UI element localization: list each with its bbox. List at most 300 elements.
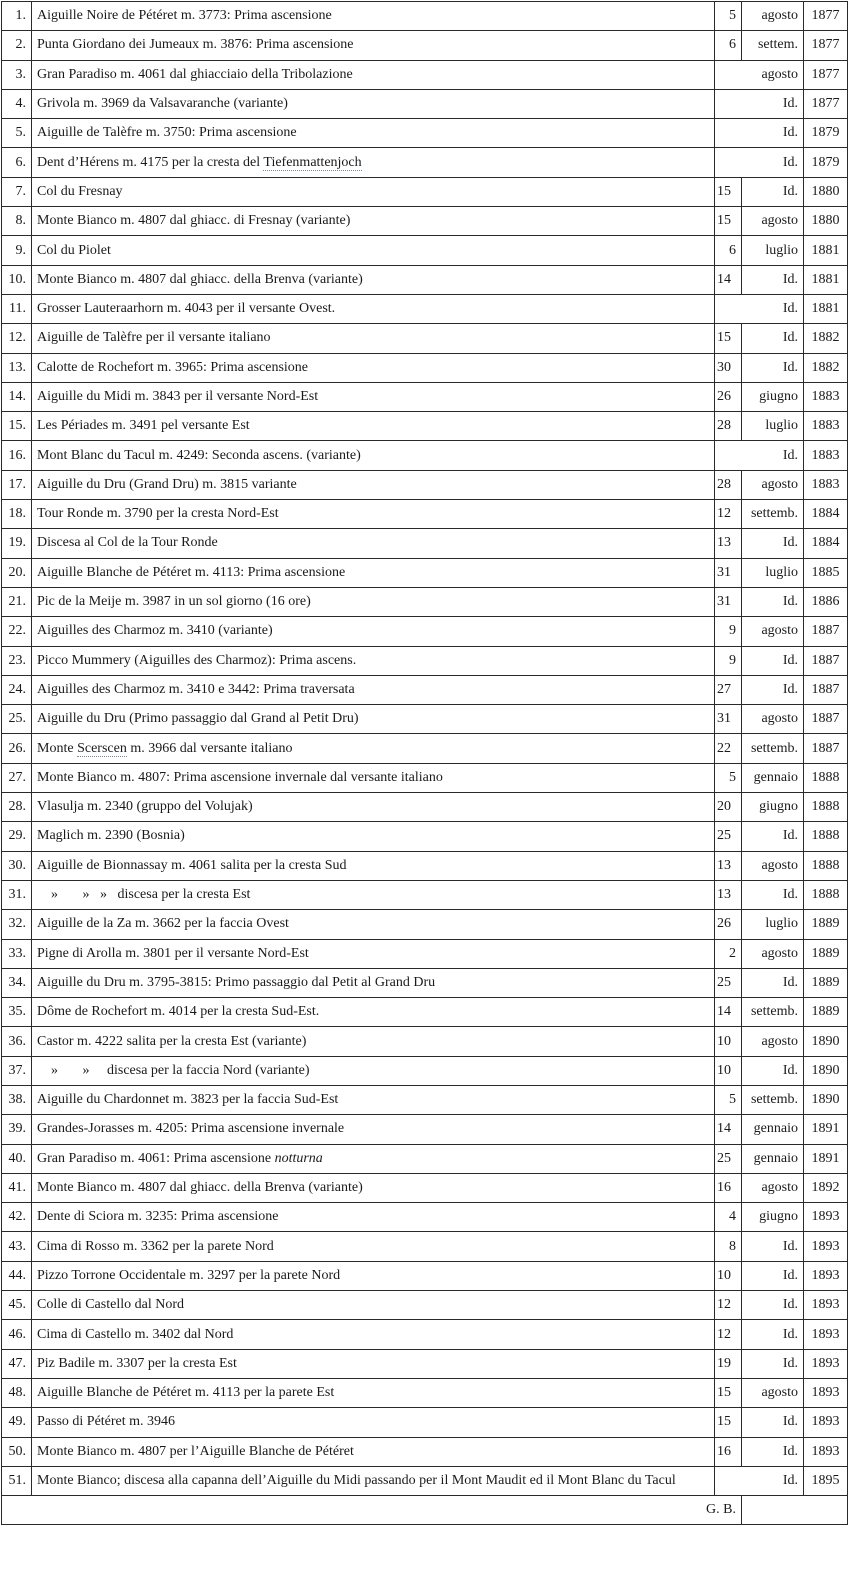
- table-row: [2, 500, 848, 529]
- month: agosto: [742, 207, 804, 236]
- table-row: [2, 177, 848, 206]
- month: agosto: [715, 60, 804, 89]
- day: 12: [715, 1291, 742, 1320]
- day: 28: [715, 412, 742, 441]
- ascent-description: Colle di Castello dal Nord: [32, 1291, 715, 1320]
- ascent-description: Castor m. 4222 salita per la cresta Est (variante): [32, 1027, 715, 1056]
- day: 14: [715, 1115, 742, 1144]
- day: 25: [715, 1144, 742, 1173]
- month: luglio: [742, 412, 804, 441]
- ascent-description: Calotte de Rochefort m. 3965: Prima ascensione: [32, 353, 715, 382]
- year: 1883: [804, 382, 848, 411]
- ascent-description: Piz Badile m. 3307 per la cresta Est: [32, 1349, 715, 1378]
- year: 1893: [804, 1320, 848, 1349]
- year: 1889: [804, 968, 848, 997]
- ascent-description: [32, 734, 715, 763]
- month: agosto: [742, 2, 804, 31]
- row-number: 45.: [2, 1291, 32, 1320]
- day: 31: [715, 587, 742, 616]
- day: 5: [715, 763, 742, 792]
- row-number: 3.: [2, 60, 32, 89]
- row-number: 13.: [2, 353, 32, 382]
- year: 1877: [804, 2, 848, 31]
- day: 13: [715, 880, 742, 909]
- glossary-link[interactable]: Tiefenmattenjoch: [263, 154, 362, 170]
- ascent-description: Cima di Castello m. 3402 dal Nord: [32, 1320, 715, 1349]
- day: 6: [715, 31, 742, 60]
- table-row: [2, 763, 848, 792]
- day: 20: [715, 793, 742, 822]
- ascent-description: Monte Bianco; discesa alla capanna dell’Aiguille du Midi passando per il Mont Maudit ed il Mont Blanc du Tacul: [32, 1466, 715, 1495]
- row-number: 21.: [2, 587, 32, 616]
- row-number: 17.: [2, 470, 32, 499]
- row-number: 12.: [2, 324, 32, 353]
- year: 1888: [804, 880, 848, 909]
- row-number: 15.: [2, 412, 32, 441]
- year: 1887: [804, 617, 848, 646]
- table-row: [2, 353, 848, 382]
- month: Id.: [742, 646, 804, 675]
- row-number: 26.: [2, 734, 32, 763]
- year: 1890: [804, 1027, 848, 1056]
- day: 12: [715, 500, 742, 529]
- row-number: 22.: [2, 617, 32, 646]
- table-row: [2, 617, 848, 646]
- ascent-description: Aiguille du Dru (Grand Dru) m. 3815 variante: [32, 470, 715, 499]
- month: agosto: [742, 705, 804, 734]
- month: luglio: [742, 558, 804, 587]
- year: 1883: [804, 470, 848, 499]
- day: 22: [715, 734, 742, 763]
- year: 1880: [804, 207, 848, 236]
- row-number: 2.: [2, 31, 32, 60]
- year: 1877: [804, 31, 848, 60]
- month: Id.: [742, 1056, 804, 1085]
- year: 1893: [804, 1378, 848, 1407]
- row-number: 50.: [2, 1437, 32, 1466]
- table-row: [2, 558, 848, 587]
- row-number: 40.: [2, 1144, 32, 1173]
- table-row: [2, 1203, 848, 1232]
- ascent-description: Pigne di Arolla m. 3801 per il versante Nord-Est: [32, 939, 715, 968]
- table-row: [2, 1115, 848, 1144]
- day: 16: [715, 1173, 742, 1202]
- day: 4: [715, 1203, 742, 1232]
- day: 28: [715, 470, 742, 499]
- row-number: 16.: [2, 441, 32, 470]
- day: 31: [715, 558, 742, 587]
- year: 1882: [804, 353, 848, 382]
- signature-empty-cell: [742, 1496, 848, 1525]
- table-row: [2, 734, 848, 763]
- year: 1891: [804, 1144, 848, 1173]
- year: 1887: [804, 675, 848, 704]
- row-number: 33.: [2, 939, 32, 968]
- year: 1893: [804, 1261, 848, 1290]
- day: 15: [715, 207, 742, 236]
- month: Id.: [742, 587, 804, 616]
- day: 13: [715, 851, 742, 880]
- day: 10: [715, 1027, 742, 1056]
- year: 1892: [804, 1173, 848, 1202]
- year: 1887: [804, 705, 848, 734]
- month: agosto: [742, 1027, 804, 1056]
- year: 1881: [804, 294, 848, 323]
- day: 5: [715, 1085, 742, 1114]
- month: Id.: [742, 1349, 804, 1378]
- month: settemb.: [742, 500, 804, 529]
- year: 1887: [804, 646, 848, 675]
- row-number: 23.: [2, 646, 32, 675]
- description-text: m. 3966 dal versante italiano: [126, 740, 293, 756]
- ascent-description: Aiguille Blanche de Pétéret m. 4113 per la parete Est: [32, 1378, 715, 1407]
- year: 1877: [804, 89, 848, 118]
- table-row: [2, 1291, 848, 1320]
- ascent-description: Monte Bianco m. 4807 dal ghiacc. della Brenva (variante): [32, 265, 715, 294]
- table-row: [2, 441, 848, 470]
- row-number: 28.: [2, 793, 32, 822]
- month: Id.: [715, 441, 804, 470]
- month: agosto: [742, 851, 804, 880]
- month: Id.: [742, 324, 804, 353]
- row-number: 20.: [2, 558, 32, 587]
- month: giugno: [742, 1203, 804, 1232]
- month: settemb.: [742, 1085, 804, 1114]
- ascent-description: » » » discesa per la cresta Est: [32, 880, 715, 909]
- table-row: [2, 910, 848, 939]
- table-row: [2, 822, 848, 851]
- ascent-description: Aiguille de la Za m. 3662 per la faccia Ovest: [32, 910, 715, 939]
- table-row: [2, 705, 848, 734]
- ascent-description: Aiguille de Talèfre m. 3750: Prima ascensione: [32, 119, 715, 148]
- table-row: [2, 294, 848, 323]
- row-number: 30.: [2, 851, 32, 880]
- row-number: 14.: [2, 382, 32, 411]
- month: settemb.: [742, 734, 804, 763]
- table-row: [2, 646, 848, 675]
- year: 1888: [804, 793, 848, 822]
- description-text: Monte: [37, 740, 78, 756]
- row-number: 49.: [2, 1408, 32, 1437]
- ascent-description: Tour Ronde m. 3790 per la cresta Nord-Est: [32, 500, 715, 529]
- month: Id.: [742, 1320, 804, 1349]
- year: 1893: [804, 1291, 848, 1320]
- day: 30: [715, 353, 742, 382]
- emphasized-text: notturna: [274, 1150, 323, 1166]
- table-row: [2, 324, 848, 353]
- ascent-description: Cima di Rosso m. 3362 per la parete Nord: [32, 1232, 715, 1261]
- day: 9: [715, 617, 742, 646]
- month: Id.: [715, 148, 804, 177]
- table-row: [2, 851, 848, 880]
- table-row: [2, 998, 848, 1027]
- month: giugno: [742, 793, 804, 822]
- row-number: 7.: [2, 177, 32, 206]
- ascent-description: Monte Bianco m. 4807 per l’Aiguille Blanche de Pétéret: [32, 1437, 715, 1466]
- ascent-description: [32, 1144, 715, 1173]
- day: 27: [715, 675, 742, 704]
- month: agosto: [742, 617, 804, 646]
- ascent-description: Aiguille du Dru (Primo passaggio dal Grand al Petit Dru): [32, 705, 715, 734]
- ascent-description: Punta Giordano dei Jumeaux m. 3876: Prima ascensione: [32, 31, 715, 60]
- year: 1880: [804, 177, 848, 206]
- table-row: [2, 1437, 848, 1466]
- year: 1893: [804, 1203, 848, 1232]
- row-number: 37.: [2, 1056, 32, 1085]
- year: 1893: [804, 1408, 848, 1437]
- ascent-description: Aiguille du Dru m. 3795-3815: Primo passaggio dal Petit al Grand Dru: [32, 968, 715, 997]
- ascent-description: Gran Paradiso m. 4061 dal ghiacciaio della Tribolazione: [32, 60, 715, 89]
- day: 8: [715, 1232, 742, 1261]
- month: gennaio: [742, 1115, 804, 1144]
- signature-row: [2, 1496, 848, 1525]
- year: 1890: [804, 1056, 848, 1085]
- row-number: 1.: [2, 2, 32, 31]
- row-number: 5.: [2, 119, 32, 148]
- month: settem.: [742, 31, 804, 60]
- row-number: 48.: [2, 1378, 32, 1407]
- row-number: 4.: [2, 89, 32, 118]
- row-number: 44.: [2, 1261, 32, 1290]
- table-row: [2, 119, 848, 148]
- ascent-description: Les Périades m. 3491 pel versante Est: [32, 412, 715, 441]
- row-number: 19.: [2, 529, 32, 558]
- ascent-description: Aiguille Noire de Pétéret m. 3773: Prima ascensione: [32, 2, 715, 31]
- row-number: 39.: [2, 1115, 32, 1144]
- day: 14: [715, 998, 742, 1027]
- year: 1881: [804, 236, 848, 265]
- ascent-description: Aiguille du Midi m. 3843 per il versante Nord-Est: [32, 382, 715, 411]
- row-number: 18.: [2, 500, 32, 529]
- day: 31: [715, 705, 742, 734]
- table-row: [2, 968, 848, 997]
- ascent-description: Dente di Sciora m. 3235: Prima ascensione: [32, 1203, 715, 1232]
- table-row: [2, 31, 848, 60]
- year: 1888: [804, 763, 848, 792]
- day: 19: [715, 1349, 742, 1378]
- ascent-description: Grandes-Jorasses m. 4205: Prima ascensione invernale: [32, 1115, 715, 1144]
- month: Id.: [742, 1408, 804, 1437]
- table-row: [2, 236, 848, 265]
- ascent-description: Mont Blanc du Tacul m. 4249: Seconda ascens. (variante): [32, 441, 715, 470]
- table-row: [2, 1173, 848, 1202]
- year: 1895: [804, 1466, 848, 1495]
- month: giugno: [742, 382, 804, 411]
- year: 1883: [804, 441, 848, 470]
- ascent-description: Grivola m. 3969 da Valsavaranche (variante): [32, 89, 715, 118]
- table-row: [2, 675, 848, 704]
- row-number: 25.: [2, 705, 32, 734]
- day: 10: [715, 1261, 742, 1290]
- year: 1882: [804, 324, 848, 353]
- table-row: [2, 880, 848, 909]
- year: 1884: [804, 500, 848, 529]
- ascent-description: Aiguilles des Charmoz m. 3410 e 3442: Prima traversata: [32, 675, 715, 704]
- day: 6: [715, 236, 742, 265]
- year: 1886: [804, 587, 848, 616]
- year: 1887: [804, 734, 848, 763]
- table-row: [2, 265, 848, 294]
- table-row: [2, 412, 848, 441]
- month: Id.: [715, 294, 804, 323]
- month: Id.: [742, 177, 804, 206]
- day: 16: [715, 1437, 742, 1466]
- day: 14: [715, 265, 742, 294]
- year: 1893: [804, 1437, 848, 1466]
- glossary-link[interactable]: Scerscen: [77, 740, 127, 756]
- month: gennaio: [742, 763, 804, 792]
- month: agosto: [742, 470, 804, 499]
- year: 1889: [804, 998, 848, 1027]
- month: gennaio: [742, 1144, 804, 1173]
- year: 1877: [804, 60, 848, 89]
- month: agosto: [742, 1378, 804, 1407]
- table-row: [2, 1261, 848, 1290]
- ascent-description: Aiguille Blanche de Pétéret m. 4113: Prima ascensione: [32, 558, 715, 587]
- table-row: [2, 587, 848, 616]
- row-number: 8.: [2, 207, 32, 236]
- month: Id.: [742, 1232, 804, 1261]
- row-number: 27.: [2, 763, 32, 792]
- day: 15: [715, 177, 742, 206]
- row-number: 51.: [2, 1466, 32, 1495]
- row-number: 34.: [2, 968, 32, 997]
- year: 1889: [804, 910, 848, 939]
- day: 25: [715, 822, 742, 851]
- day: 15: [715, 1408, 742, 1437]
- month: luglio: [742, 910, 804, 939]
- table-row: [2, 207, 848, 236]
- row-number: 35.: [2, 998, 32, 1027]
- year: 1879: [804, 148, 848, 177]
- month: Id.: [715, 1466, 804, 1495]
- year: 1879: [804, 119, 848, 148]
- month: Id.: [742, 880, 804, 909]
- ascent-description: Picco Mummery (Aiguilles des Charmoz): Prima ascens.: [32, 646, 715, 675]
- row-number: 31.: [2, 880, 32, 909]
- row-number: 11.: [2, 294, 32, 323]
- day: 26: [715, 910, 742, 939]
- day: 9: [715, 646, 742, 675]
- table-row: [2, 793, 848, 822]
- row-number: 32.: [2, 910, 32, 939]
- month: Id.: [742, 265, 804, 294]
- month: Id.: [715, 89, 804, 118]
- day: 13: [715, 529, 742, 558]
- month: luglio: [742, 236, 804, 265]
- year: 1885: [804, 558, 848, 587]
- table-row: [2, 60, 848, 89]
- table-row: [2, 939, 848, 968]
- ascent-description: Discesa al Col de la Tour Ronde: [32, 529, 715, 558]
- ascent-description: Vlasulja m. 2340 (gruppo del Volujak): [32, 793, 715, 822]
- month: agosto: [742, 1173, 804, 1202]
- day: 26: [715, 382, 742, 411]
- ascent-description: Aiguille du Chardonnet m. 3823 per la faccia Sud-Est: [32, 1085, 715, 1114]
- row-number: 42.: [2, 1203, 32, 1232]
- month: Id.: [742, 675, 804, 704]
- table-row: [2, 1056, 848, 1085]
- row-number: 10.: [2, 265, 32, 294]
- year: 1893: [804, 1232, 848, 1261]
- row-number: 6.: [2, 148, 32, 177]
- table-row: [2, 1232, 848, 1261]
- month: Id.: [742, 822, 804, 851]
- table-row: [2, 1027, 848, 1056]
- table-row: [2, 1144, 848, 1173]
- month: settemb.: [742, 998, 804, 1027]
- ascent-description: Col du Piolet: [32, 236, 715, 265]
- month: Id.: [742, 1291, 804, 1320]
- ascent-description: Aiguille de Bionnassay m. 4061 salita per la cresta Sud: [32, 851, 715, 880]
- month: Id.: [742, 1437, 804, 1466]
- ascent-description: Maglich m. 2390 (Bosnia): [32, 822, 715, 851]
- month: Id.: [715, 119, 804, 148]
- table-row: [2, 1378, 848, 1407]
- year: 1881: [804, 265, 848, 294]
- table-row: [2, 148, 848, 177]
- ascent-description: Passo di Pétéret m. 3946: [32, 1408, 715, 1437]
- row-number: 46.: [2, 1320, 32, 1349]
- ascent-description: Aiguille de Talèfre per il versante italiano: [32, 324, 715, 353]
- table-row: [2, 1466, 848, 1495]
- row-number: 29.: [2, 822, 32, 851]
- day: 25: [715, 968, 742, 997]
- description-text: Dent d’Hérens m. 4175 per la cresta del: [37, 154, 264, 170]
- ascent-description: Aiguilles des Charmoz m. 3410 (variante): [32, 617, 715, 646]
- ascents-table: [1, 1, 848, 1525]
- month: Id.: [742, 1261, 804, 1290]
- row-number: 41.: [2, 1173, 32, 1202]
- table-row: [2, 1408, 848, 1437]
- ascent-description: Pizzo Torrone Occidentale m. 3297 per la parete Nord: [32, 1261, 715, 1290]
- ascent-description: Dôme de Rochefort m. 4014 per la cresta Sud-Est.: [32, 998, 715, 1027]
- day: 15: [715, 324, 742, 353]
- ascent-description: » » discesa per la faccia Nord (variante): [32, 1056, 715, 1085]
- row-number: 38.: [2, 1085, 32, 1114]
- year: 1889: [804, 939, 848, 968]
- table-row: [2, 1085, 848, 1114]
- row-number: 36.: [2, 1027, 32, 1056]
- month: Id.: [742, 968, 804, 997]
- ascent-description: Monte Bianco m. 4807 dal ghiacc. di Fresnay (variante): [32, 207, 715, 236]
- row-number: 24.: [2, 675, 32, 704]
- month: Id.: [742, 529, 804, 558]
- table-row: [2, 1320, 848, 1349]
- table-row: [2, 382, 848, 411]
- day: 2: [715, 939, 742, 968]
- row-number: 43.: [2, 1232, 32, 1261]
- day: 15: [715, 1378, 742, 1407]
- row-number: 9.: [2, 236, 32, 265]
- signature: G. B.: [2, 1496, 742, 1525]
- ascent-description: Monte Bianco m. 4807: Prima ascensione invernale dal versante italiano: [32, 763, 715, 792]
- year: 1884: [804, 529, 848, 558]
- ascent-description: Pic de la Meije m. 3987 in un sol giorno (16 ore): [32, 587, 715, 616]
- year: 1891: [804, 1115, 848, 1144]
- year: 1883: [804, 412, 848, 441]
- year: 1893: [804, 1349, 848, 1378]
- table-row: [2, 2, 848, 31]
- table-row: [2, 470, 848, 499]
- table-row: [2, 89, 848, 118]
- ascent-description: Grosser Lauteraarhorn m. 4043 per il versante Ovest.: [32, 294, 715, 323]
- day: 5: [715, 2, 742, 31]
- year: 1888: [804, 822, 848, 851]
- ascents-table-body: [2, 2, 848, 1496]
- month: agosto: [742, 939, 804, 968]
- table-row: [2, 529, 848, 558]
